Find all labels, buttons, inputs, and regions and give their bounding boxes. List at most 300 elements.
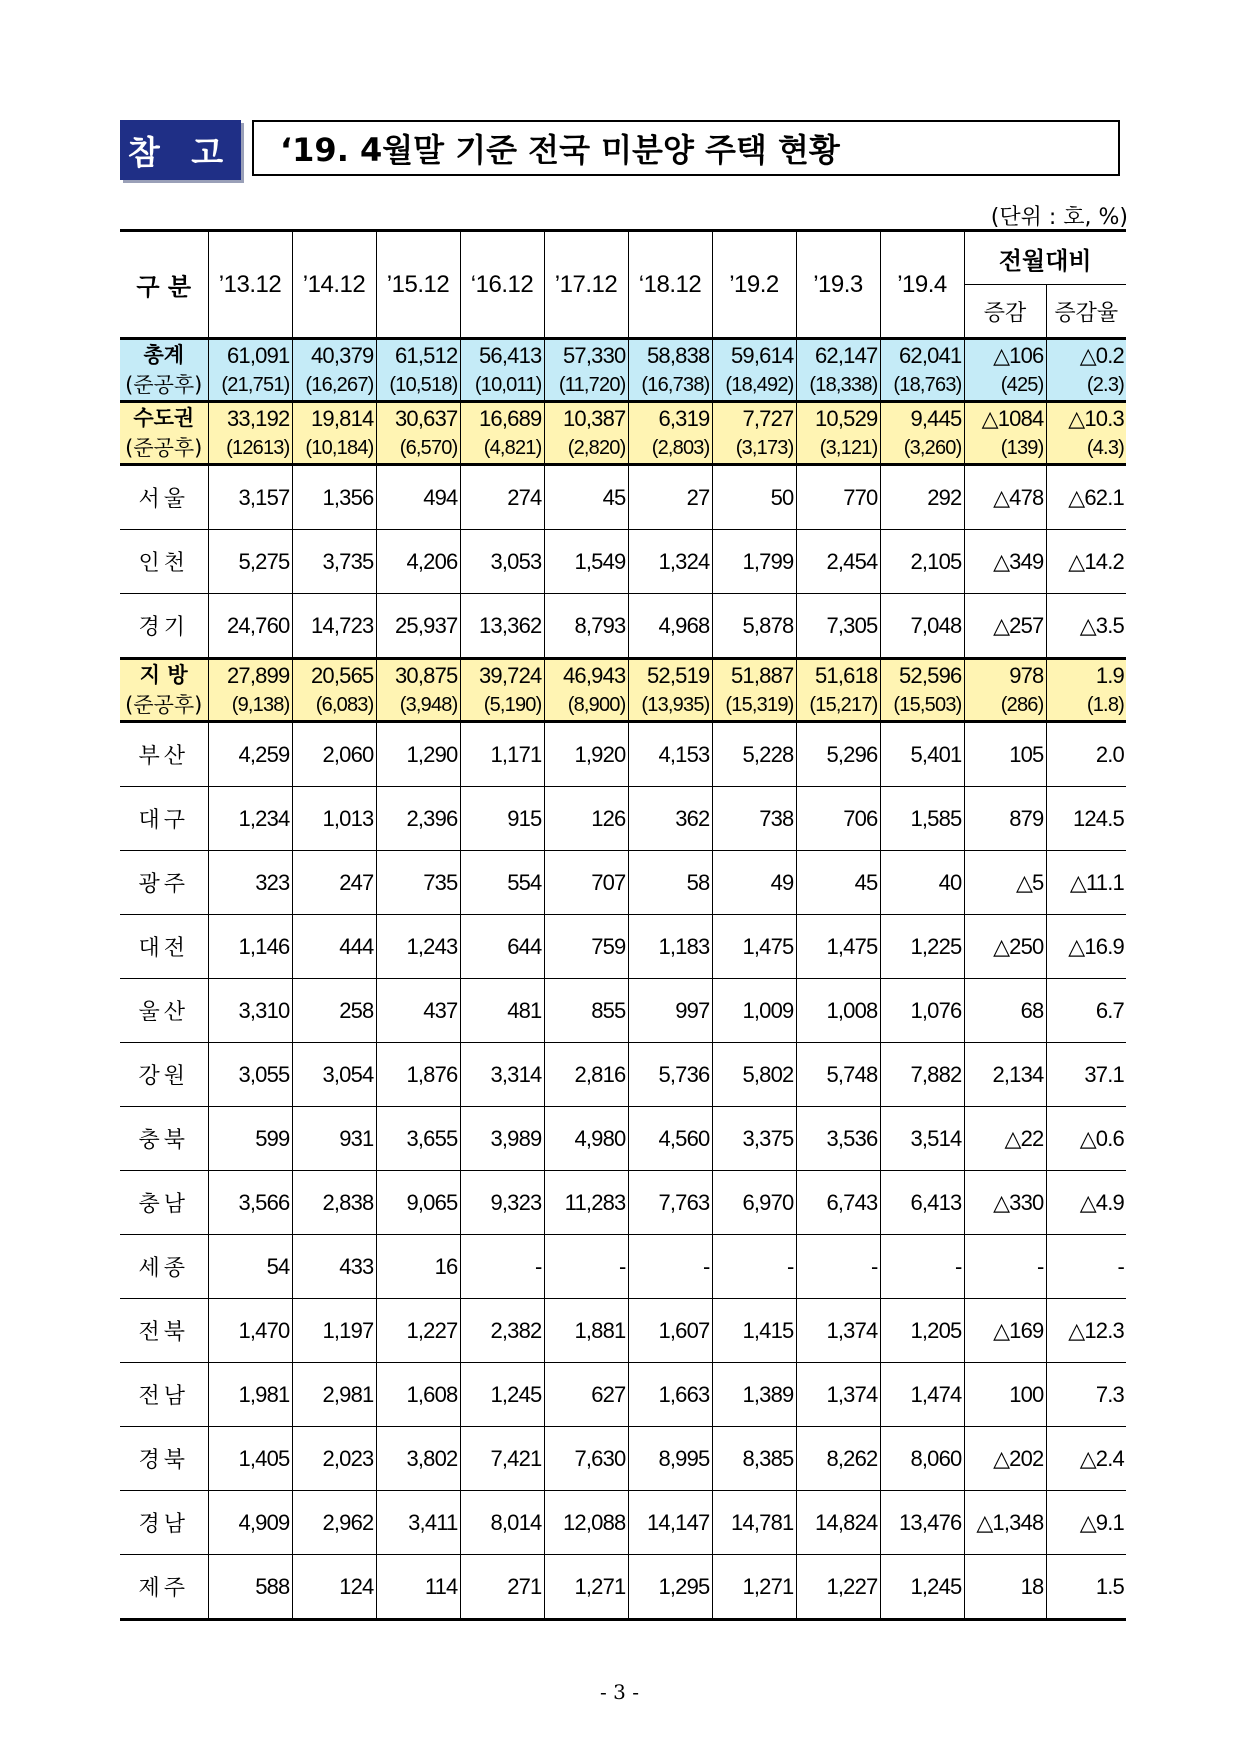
value-cell: 735 [376, 851, 460, 915]
sub-value-cell: (4.3) [1046, 433, 1126, 465]
value-cell: △0.6 [1046, 1107, 1126, 1171]
value-cell: 1,920 [544, 722, 628, 787]
value-cell: 8,793 [544, 594, 628, 659]
value-cell: 39,724 [460, 659, 544, 691]
header-period: ’13.12 [208, 231, 292, 339]
value-cell: 4,980 [544, 1107, 628, 1171]
value-cell: 68 [964, 979, 1046, 1043]
value-cell: 14,147 [628, 1491, 712, 1555]
table-row [120, 915, 1126, 979]
value-cell: 52,596 [880, 659, 964, 691]
value-cell: 5,802 [712, 1043, 796, 1107]
page-number: - 3 - [600, 1680, 639, 1704]
value-cell: 62,041 [880, 339, 964, 371]
value-cell: 105 [964, 722, 1046, 787]
value-cell: 2,838 [292, 1171, 376, 1235]
sub-value-cell: (18,763) [880, 370, 964, 402]
region-name: 경남 [120, 1491, 208, 1555]
value-cell: 1.5 [1046, 1555, 1126, 1620]
value-cell: 759 [544, 915, 628, 979]
value-cell: 4,560 [628, 1107, 712, 1171]
value-cell: 58 [628, 851, 712, 915]
value-cell: 5,878 [712, 594, 796, 659]
value-cell: 2,962 [292, 1491, 376, 1555]
value-cell: 3,157 [208, 465, 292, 530]
value-cell: - [964, 1235, 1046, 1299]
value-cell: 1,227 [796, 1555, 880, 1620]
region-name: 세종 [120, 1235, 208, 1299]
value-cell: 5,275 [208, 530, 292, 594]
value-cell: 13,362 [460, 594, 544, 659]
region-name: 대구 [120, 787, 208, 851]
header-mom-change: 증감 [964, 285, 1046, 339]
value-cell: 855 [544, 979, 628, 1043]
sub-value-cell: (425) [964, 370, 1046, 402]
value-cell: 1,076 [880, 979, 964, 1043]
table-row [120, 1491, 1126, 1555]
sub-value-cell: (1.8) [1046, 690, 1126, 722]
value-cell: 5,228 [712, 722, 796, 787]
value-cell: 126 [544, 787, 628, 851]
value-cell: 4,153 [628, 722, 712, 787]
region-name: 충북 [120, 1107, 208, 1171]
value-cell: △62.1 [1046, 465, 1126, 530]
value-cell: 12,088 [544, 1491, 628, 1555]
value-cell: 7,305 [796, 594, 880, 659]
value-cell: 433 [292, 1235, 376, 1299]
sub-value-cell: (15,217) [796, 690, 880, 722]
value-cell: 2,454 [796, 530, 880, 594]
value-cell: 3,536 [796, 1107, 880, 1171]
sub-value-cell: (12613) [208, 433, 292, 465]
value-cell: 1,009 [712, 979, 796, 1043]
table-row [120, 722, 1126, 787]
value-cell: 58,838 [628, 339, 712, 371]
header-period: ’19.3 [796, 231, 880, 339]
value-cell: 50 [712, 465, 796, 530]
region-name: 경북 [120, 1427, 208, 1491]
value-cell: - [628, 1235, 712, 1299]
value-cell: 6.7 [1046, 979, 1126, 1043]
header-period: ’14.12 [292, 231, 376, 339]
region-name: 인천 [120, 530, 208, 594]
value-cell: 7,882 [880, 1043, 964, 1107]
value-cell: △10.3 [1046, 402, 1126, 434]
value-cell: 323 [208, 851, 292, 915]
value-cell: 51,887 [712, 659, 796, 691]
value-cell: 10,529 [796, 402, 880, 434]
value-cell: △12.3 [1046, 1299, 1126, 1363]
value-cell: 1,271 [712, 1555, 796, 1620]
value-cell: 494 [376, 465, 460, 530]
table-row [120, 979, 1126, 1043]
value-cell: △349 [964, 530, 1046, 594]
value-cell: 1,146 [208, 915, 292, 979]
value-cell: 644 [460, 915, 544, 979]
sub-value-cell: (2,820) [544, 433, 628, 465]
sub-value-cell: (16,267) [292, 370, 376, 402]
value-cell: 1,881 [544, 1299, 628, 1363]
value-cell: 1,607 [628, 1299, 712, 1363]
value-cell: 3,055 [208, 1043, 292, 1107]
header [120, 120, 1124, 180]
summary-row-total [120, 339, 1126, 371]
sub-value-cell: (8,900) [544, 690, 628, 722]
value-cell: 706 [796, 787, 880, 851]
value-cell: 1,981 [208, 1363, 292, 1427]
value-cell: 7.3 [1046, 1363, 1126, 1427]
value-cell: 2,023 [292, 1427, 376, 1491]
value-cell: △169 [964, 1299, 1046, 1363]
table-row [120, 787, 1126, 851]
value-cell: 49 [712, 851, 796, 915]
value-cell: 1,475 [712, 915, 796, 979]
value-cell: 3,735 [292, 530, 376, 594]
value-cell: 1,295 [628, 1555, 712, 1620]
summary-row-capital [120, 402, 1126, 434]
sub-value-cell: (3,121) [796, 433, 880, 465]
value-cell: 6,970 [712, 1171, 796, 1235]
value-cell: 16 [376, 1235, 460, 1299]
value-cell: 3,566 [208, 1171, 292, 1235]
table-row [120, 594, 1126, 659]
value-cell: 707 [544, 851, 628, 915]
row-label: 총계 [120, 339, 208, 371]
sub-value-cell: (10,011) [460, 370, 544, 402]
value-cell: 3,802 [376, 1427, 460, 1491]
header-period: ‘16.12 [460, 231, 544, 339]
value-cell: 45 [796, 851, 880, 915]
value-cell: 2,105 [880, 530, 964, 594]
table-header [120, 231, 1126, 339]
value-cell: 2,134 [964, 1043, 1046, 1107]
value-cell: 46,943 [544, 659, 628, 691]
value-cell: 9,445 [880, 402, 964, 434]
sub-value-cell: (15,319) [712, 690, 796, 722]
value-cell: △1,348 [964, 1491, 1046, 1555]
value-cell: 978 [964, 659, 1046, 691]
region-name: 대전 [120, 915, 208, 979]
table-body [120, 339, 1126, 1620]
value-cell: △16.9 [1046, 915, 1126, 979]
value-cell: 7,763 [628, 1171, 712, 1235]
table-row [120, 1299, 1126, 1363]
value-cell: 10,387 [544, 402, 628, 434]
value-cell: 1,585 [880, 787, 964, 851]
header-mom-rate: 증감율 [1046, 285, 1126, 339]
value-cell: 444 [292, 915, 376, 979]
value-cell: 18 [964, 1555, 1046, 1620]
value-cell: 124 [292, 1555, 376, 1620]
value-cell: 8,385 [712, 1427, 796, 1491]
region-name: 강원 [120, 1043, 208, 1107]
sub-value-cell: (6,083) [292, 690, 376, 722]
value-cell: 738 [712, 787, 796, 851]
value-cell: △0.2 [1046, 339, 1126, 371]
value-cell: 1.9 [1046, 659, 1126, 691]
value-cell: 61,512 [376, 339, 460, 371]
value-cell: 1,663 [628, 1363, 712, 1427]
value-cell: △5 [964, 851, 1046, 915]
value-cell: 56,413 [460, 339, 544, 371]
value-cell: △11.1 [1046, 851, 1126, 915]
value-cell: 14,824 [796, 1491, 880, 1555]
sub-value-cell: (21,751) [208, 370, 292, 402]
value-cell: 3,514 [880, 1107, 964, 1171]
value-cell: 1,243 [376, 915, 460, 979]
value-cell: △250 [964, 915, 1046, 979]
value-cell: 2,981 [292, 1363, 376, 1427]
value-cell: 2,816 [544, 1043, 628, 1107]
value-cell: 9,065 [376, 1171, 460, 1235]
table-row [120, 1555, 1126, 1620]
region-name: 전북 [120, 1299, 208, 1363]
value-cell: 1,470 [208, 1299, 292, 1363]
summary-row-local [120, 659, 1126, 691]
value-cell: 437 [376, 979, 460, 1043]
sub-value-cell: (2.3) [1046, 370, 1126, 402]
table-row [120, 851, 1126, 915]
value-cell: 2.0 [1046, 722, 1126, 787]
value-cell: 554 [460, 851, 544, 915]
table-row [120, 530, 1126, 594]
table-row [120, 1363, 1126, 1427]
value-cell: 11,283 [544, 1171, 628, 1235]
value-cell: 2,396 [376, 787, 460, 851]
value-cell: 40 [880, 851, 964, 915]
value-cell: 5,736 [628, 1043, 712, 1107]
value-cell: 1,374 [796, 1363, 880, 1427]
value-cell: 8,060 [880, 1427, 964, 1491]
value-cell: 4,909 [208, 1491, 292, 1555]
table-row [120, 465, 1126, 530]
value-cell: 4,968 [628, 594, 712, 659]
value-cell: 599 [208, 1107, 292, 1171]
value-cell: 274 [460, 465, 544, 530]
value-cell: 7,421 [460, 1427, 544, 1491]
value-cell: 1,389 [712, 1363, 796, 1427]
region-name: 전남 [120, 1363, 208, 1427]
value-cell: 14,723 [292, 594, 376, 659]
value-cell: 1,374 [796, 1299, 880, 1363]
value-cell: 5,296 [796, 722, 880, 787]
value-cell: 24,760 [208, 594, 292, 659]
value-cell: △257 [964, 594, 1046, 659]
value-cell: 37.1 [1046, 1043, 1126, 1107]
value-cell: 59,614 [712, 339, 796, 371]
value-cell: 258 [292, 979, 376, 1043]
value-cell: 1,183 [628, 915, 712, 979]
value-cell: 1,008 [796, 979, 880, 1043]
value-cell: 1,013 [292, 787, 376, 851]
value-cell: △2.4 [1046, 1427, 1126, 1491]
sub-value-cell: (18,338) [796, 370, 880, 402]
value-cell: 588 [208, 1555, 292, 1620]
reference-badge: 참 고 [120, 120, 241, 180]
value-cell: 3,989 [460, 1107, 544, 1171]
region-name: 경기 [120, 594, 208, 659]
value-cell: 292 [880, 465, 964, 530]
value-cell: 1,290 [376, 722, 460, 787]
row-sublabel: (준공후) [120, 433, 208, 465]
value-cell: 27 [628, 465, 712, 530]
region-name: 부산 [120, 722, 208, 787]
value-cell: 40,379 [292, 339, 376, 371]
value-cell: 3,054 [292, 1043, 376, 1107]
row-label: 수도권 [120, 402, 208, 434]
value-cell: △1084 [964, 402, 1046, 434]
header-period: ’19.2 [712, 231, 796, 339]
header-period: ’17.12 [544, 231, 628, 339]
value-cell: 362 [628, 787, 712, 851]
value-cell: 1,474 [880, 1363, 964, 1427]
value-cell: △9.1 [1046, 1491, 1126, 1555]
value-cell: 51,618 [796, 659, 880, 691]
value-cell: 770 [796, 465, 880, 530]
value-cell: 997 [628, 979, 712, 1043]
region-name: 광주 [120, 851, 208, 915]
sub-value-cell: (5,190) [460, 690, 544, 722]
table-row [120, 1043, 1126, 1107]
value-cell: 3,655 [376, 1107, 460, 1171]
value-cell: 4,259 [208, 722, 292, 787]
value-cell: 3,310 [208, 979, 292, 1043]
value-cell: △22 [964, 1107, 1046, 1171]
sub-value-cell: (16,738) [628, 370, 712, 402]
value-cell: 1,799 [712, 530, 796, 594]
value-cell: 1,549 [544, 530, 628, 594]
value-cell: 1,876 [376, 1043, 460, 1107]
value-cell: 8,014 [460, 1491, 544, 1555]
value-cell: 20,565 [292, 659, 376, 691]
value-cell: 6,743 [796, 1171, 880, 1235]
value-cell: 1,608 [376, 1363, 460, 1427]
value-cell: 2,382 [460, 1299, 544, 1363]
summary-subrow-local [120, 690, 1126, 722]
value-cell: 7,630 [544, 1427, 628, 1491]
value-cell: 16,689 [460, 402, 544, 434]
sub-value-cell: (9,138) [208, 690, 292, 722]
value-cell: 3,411 [376, 1491, 460, 1555]
value-cell: 1,171 [460, 722, 544, 787]
value-cell: 30,875 [376, 659, 460, 691]
value-cell: 1,225 [880, 915, 964, 979]
header-category: 구 분 [120, 231, 208, 339]
value-cell: 1,475 [796, 915, 880, 979]
value-cell: 27,899 [208, 659, 292, 691]
value-cell: △3.5 [1046, 594, 1126, 659]
value-cell: △14.2 [1046, 530, 1126, 594]
page-title: ‘19. 4월말 기준 전국 미분양 주택 현황 [252, 120, 1120, 176]
value-cell: 1,245 [880, 1555, 964, 1620]
value-cell: 1,405 [208, 1427, 292, 1491]
value-cell: 5,748 [796, 1043, 880, 1107]
value-cell: - [796, 1235, 880, 1299]
value-cell: 9,323 [460, 1171, 544, 1235]
value-cell: 247 [292, 851, 376, 915]
sub-value-cell: (10,518) [376, 370, 460, 402]
table-row [120, 1427, 1126, 1491]
sub-value-cell: (286) [964, 690, 1046, 722]
value-cell: 45 [544, 465, 628, 530]
value-cell: 931 [292, 1107, 376, 1171]
value-cell: 52,519 [628, 659, 712, 691]
sub-value-cell: (6,570) [376, 433, 460, 465]
value-cell: △4.9 [1046, 1171, 1126, 1235]
value-cell: 8,262 [796, 1427, 880, 1491]
value-cell: 3,375 [712, 1107, 796, 1171]
sub-value-cell: (3,948) [376, 690, 460, 722]
region-name: 충남 [120, 1171, 208, 1235]
value-cell: 1,234 [208, 787, 292, 851]
value-cell: 1,356 [292, 465, 376, 530]
value-cell: 7,727 [712, 402, 796, 434]
summary-subrow-capital [120, 433, 1126, 465]
value-cell: 1,227 [376, 1299, 460, 1363]
value-cell: - [460, 1235, 544, 1299]
value-cell: 7,048 [880, 594, 964, 659]
value-cell: 13,476 [880, 1491, 964, 1555]
value-cell: 54 [208, 1235, 292, 1299]
region-name: 제주 [120, 1555, 208, 1620]
header-mom: 전월대비 [964, 231, 1126, 285]
sub-value-cell: (18,492) [712, 370, 796, 402]
value-cell: 271 [460, 1555, 544, 1620]
value-cell: 1,197 [292, 1299, 376, 1363]
value-cell: 2,060 [292, 722, 376, 787]
value-cell: 1,245 [460, 1363, 544, 1427]
value-cell: 627 [544, 1363, 628, 1427]
sub-value-cell: (2,803) [628, 433, 712, 465]
value-cell: 3,314 [460, 1043, 544, 1107]
value-cell: 14,781 [712, 1491, 796, 1555]
value-cell: 3,053 [460, 530, 544, 594]
summary-subrow-total [120, 370, 1126, 402]
value-cell: 1,205 [880, 1299, 964, 1363]
value-cell: △330 [964, 1171, 1046, 1235]
sub-value-cell: (139) [964, 433, 1046, 465]
table-row [120, 1171, 1126, 1235]
header-period: ‘18.12 [628, 231, 712, 339]
sub-value-cell: (3,173) [712, 433, 796, 465]
sub-value-cell: (11,720) [544, 370, 628, 402]
value-cell: 8,995 [628, 1427, 712, 1491]
value-cell: 62,147 [796, 339, 880, 371]
value-cell: 124.5 [1046, 787, 1126, 851]
sub-value-cell: (3,260) [880, 433, 964, 465]
value-cell: 1,271 [544, 1555, 628, 1620]
value-cell: - [544, 1235, 628, 1299]
header-period: ’15.12 [376, 231, 460, 339]
value-cell: 915 [460, 787, 544, 851]
value-cell: 33,192 [208, 402, 292, 434]
value-cell: 114 [376, 1555, 460, 1620]
row-label: 지 방 [120, 659, 208, 691]
table-row [120, 1107, 1126, 1171]
value-cell: 1,415 [712, 1299, 796, 1363]
value-cell: 6,319 [628, 402, 712, 434]
value-cell: 19,814 [292, 402, 376, 434]
value-cell: 879 [964, 787, 1046, 851]
value-cell: 25,937 [376, 594, 460, 659]
unsold-housing-table [120, 229, 1126, 1621]
region-name: 울산 [120, 979, 208, 1043]
row-sublabel: (준공후) [120, 690, 208, 722]
value-cell: - [880, 1235, 964, 1299]
value-cell: - [712, 1235, 796, 1299]
unit-label: (단위 : 호, %) [990, 205, 1128, 230]
value-cell: 5,401 [880, 722, 964, 787]
